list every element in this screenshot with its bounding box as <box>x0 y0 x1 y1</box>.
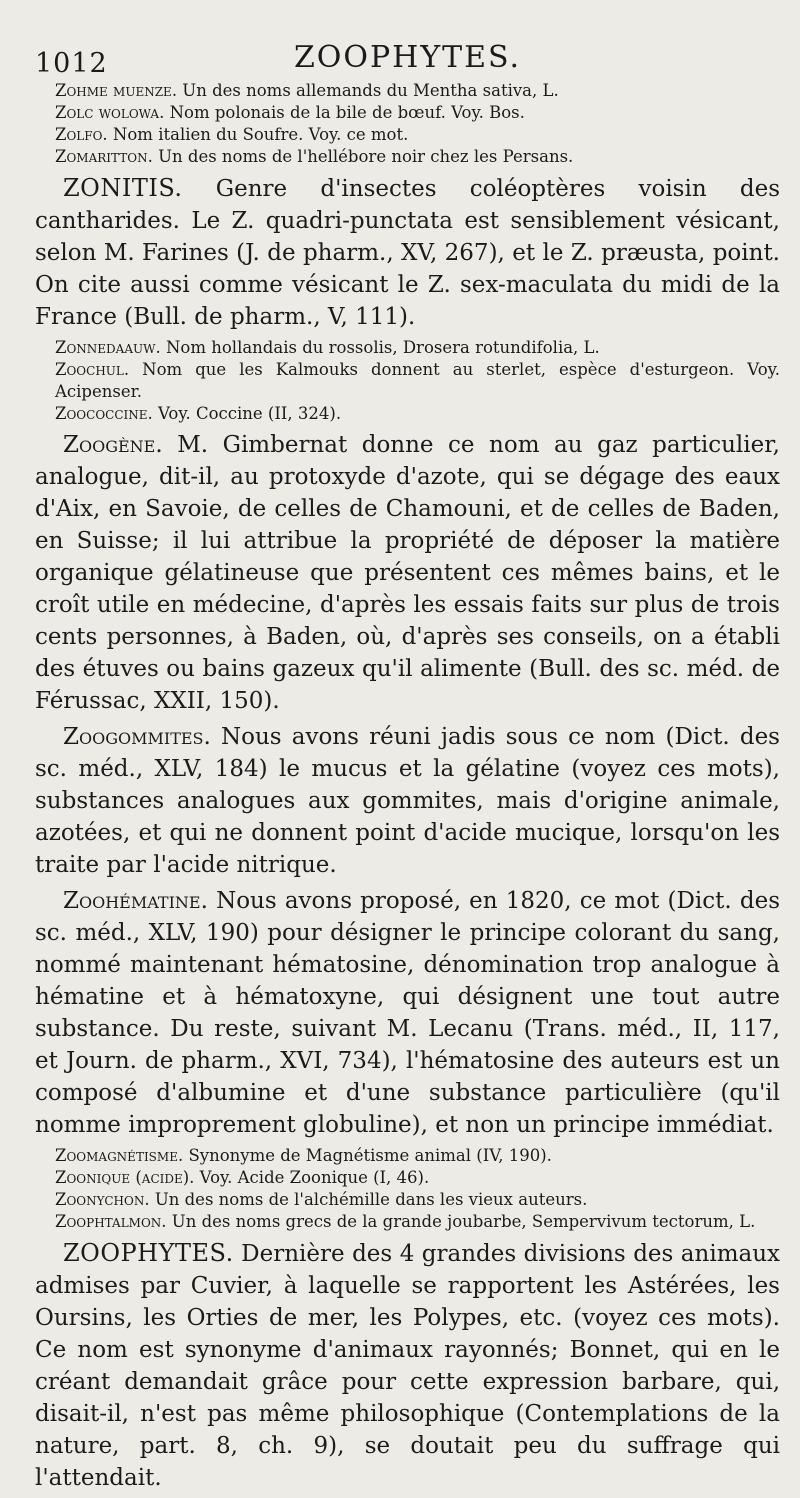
entry-zoohematine <box>35 885 780 1141</box>
entry-headword: Zoophtalmon. <box>55 1212 167 1231</box>
entry-zoochul <box>35 359 780 403</box>
entry-text: Nom polonais de la bile de bœuf. Voy. Bos. <box>164 103 525 122</box>
entry-text: Genre d'insectes coléoptères voisin des cantharides. Le Z. quadri-punctata est sensiblement vésicant, selon M. Farines (J. de pharm., XV, 267), et le Z. præusta, point. On cite aussi comme vésicant le Z. sex-maculata du midi de la France (Bull. de pharm., V, 111). <box>35 176 780 330</box>
page-number: 1012 <box>35 48 108 79</box>
entry-headword: Zohme muenze. <box>55 81 178 100</box>
entry-text: Synonyme de Magnétisme animal (IV, 190). <box>183 1146 552 1165</box>
entry-text: Un des noms de l'hellébore noir chez les Persans. <box>152 147 574 166</box>
entry-text: Nom hollandais du rossolis, Drosera rotundifolia, L. <box>160 338 600 357</box>
entry-headword: ZOOPHYTES. <box>63 1239 234 1267</box>
entry-text: Dernière des 4 grandes divisions des animaux admises par Cuvier, à laquelle se rapportent les Astérées, les Oursins, les Orties de mer, les Polypes, etc. (voyez ces mots). Ce nom est synonyme d'animaux rayonnés; Bonnet, qui en le créant demandait grâce pour cette expression barbare, qui, disait-il, n'est pas même philosophique (Contemplations de la nature, part. 8, ch. 9), se doutait peu du suffrage qui l'attendait. <box>35 1241 780 1491</box>
entry-headword: Zoochul. <box>55 360 130 379</box>
entry-headword: Zoonique (acide). <box>55 1168 195 1187</box>
entry-headword: Zoogommites. <box>63 724 211 750</box>
entry-headword: Zonnedaauw. <box>55 338 161 357</box>
entry-zoophtalmon <box>35 1211 780 1233</box>
entry-zonitis <box>35 172 780 333</box>
entry-headword: Zolc wolowa. <box>55 103 165 122</box>
entry-headword: Zoohématine. <box>63 888 208 914</box>
entry-headword: Zolfo. <box>55 125 108 144</box>
entry-text: Nous avons proposé, en 1820, ce mot (Dict. des sc. méd., XLV, 190) pour désigner le principe colorant du sang, nommé maintenant hématosine, dénomination trop analogue à hématine et à hématoxyne, qui désignent une tout autre substance. Du reste, suivant M. Lecanu (Trans. méd., II, 117, et Journ. de pharm., XVI, 734), l'hématosine des auteurs est un composé d'albumine et d'une substance particulière (qu'il nomme improprement globuline), et non un principe immédiat. <box>35 888 780 1138</box>
page-body <box>35 80 780 1498</box>
entry-text: Nous avons réuni jadis sous ce nom (Dict. des sc. méd., XLV, 184) le mucus et la gélatine (voyez ces mots), substances analogues aux gommites, mais d'origine animale, azotées, et qui ne donnent point d'acide mucique, lorsqu'on les traite par l'acide nitrique. <box>35 724 780 878</box>
entry-zoomagnetisme <box>35 1145 780 1167</box>
entry-text: Un des noms grecs de la grande joubarbe, Sempervivum tectorum, L. <box>166 1212 756 1231</box>
entry-zoonique <box>35 1167 780 1189</box>
entry-text: Nom italien du Soufre. Voy. ce mot. <box>107 125 409 144</box>
entry-headword: Zomaritton. <box>55 147 153 166</box>
entry-text: Voy. Acide Zoonique (I, 46). <box>194 1168 430 1187</box>
entry-zohme-muenze <box>35 80 780 102</box>
entry-headword: Zoococcine. <box>55 404 153 423</box>
entry-headword: Zoogène. <box>63 432 163 458</box>
entry-text: M. Gimbernat donne ce nom au gaz particulier, analogue, dit-il, au protoxyde d'azote, qui se dégage des eaux d'Aix, en Savoie, de celles de Chamouni, et de celles de Baden, en Suisse; il lui attribue la propriété de déposer la matière organique gélatineuse que présentent ces mêmes bains, et le croît utile en médecine, d'après les essais faits sur plus de trois cents personnes, à Baden, où, d'après ses conseils, on a établi des étuves ou bains gazeux qu'il alimente (Bull. des sc. méd. de Férussac, XXII, 150). <box>35 432 780 714</box>
entry-text: Voy. Coccine (II, 324). <box>152 404 342 423</box>
entry-zomaritton <box>35 146 780 168</box>
running-title: ZOOPHYTES. <box>293 40 522 75</box>
entry-zolfo <box>35 124 780 146</box>
entry-text: Un des noms allemands du Mentha sativa, L. <box>177 81 559 100</box>
entry-zoophytes <box>35 1237 780 1494</box>
entry-zoococcine <box>35 403 780 425</box>
entry-zoogene <box>35 429 780 717</box>
entry-headword: Zoonychon. <box>55 1190 150 1209</box>
entry-zoogommites <box>35 721 780 881</box>
entry-headword: ZONITIS. <box>63 174 183 202</box>
entry-headword: Zoomagnétisme. <box>55 1146 184 1165</box>
entry-text: Un des noms de l'alchémille dans les vieux auteurs. <box>149 1190 588 1209</box>
entry-zoonychon <box>35 1189 780 1211</box>
entry-text: Nom que les Kalmouks donnent au sterlet, espèce d'esturgeon. Voy. Acipenser. <box>55 360 780 401</box>
entry-zonnedaauw <box>35 337 780 359</box>
entry-zolc-wolowa <box>35 102 780 124</box>
